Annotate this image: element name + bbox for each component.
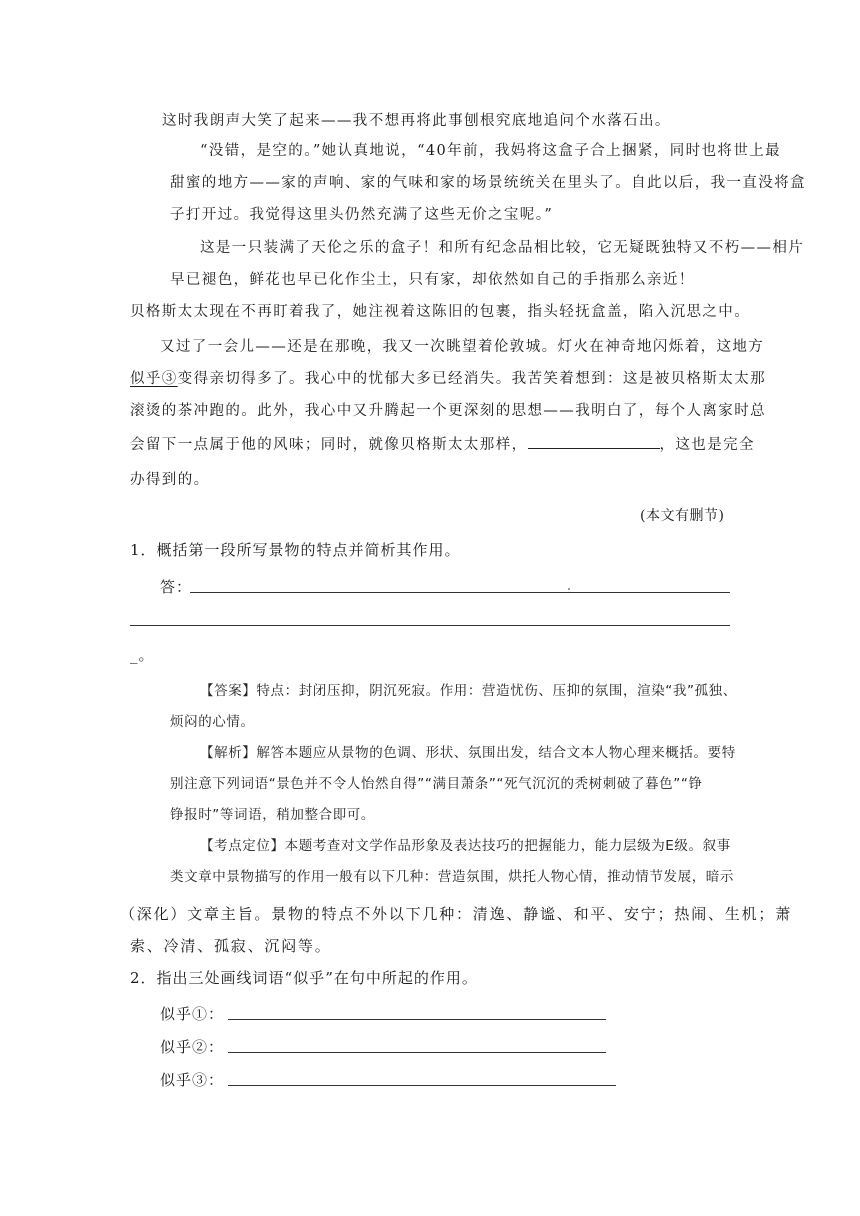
passage-line: 似乎③变得亲切得多了。我心中的忧郁大多已经消失。我苦笑着想到：这是被贝格斯太太那 xyxy=(130,371,766,387)
knowledge-point-text: 【考点定位】本题考查对文学作品形象及表达技巧的把握能力，能力层级为E级。叙事 xyxy=(200,838,731,854)
answer-line[interactable] xyxy=(130,625,730,626)
answer-text: 【答案】特点：封闭压抑，阴沉死寂。作用：营造忧伤、压抑的氛围，渲染“我”孤独、 xyxy=(200,683,737,699)
passage-line: 滚烫的茶冲跑的。此外，我心中又升腾起一个更深刻的思想——我明白了，每个人离家时总 xyxy=(130,403,766,419)
passage-line: 子打开过。我觉得这里头仍然充满了这些无价之宝呢。” xyxy=(170,207,554,223)
answer-tail: _。 xyxy=(130,646,155,664)
passage-line: 这时我朗声大笑了起来——我不想再将此事刨根究底地追问个水落石出。 xyxy=(162,113,671,129)
passage-line: 又过了一会儿——还是在那晚，我又一次眺望着伦敦城。灯火在神奇地闪烁着，这地方 xyxy=(160,339,765,355)
answer-line-1[interactable] xyxy=(228,1019,606,1020)
passage-line: 办得到的。 xyxy=(130,472,210,488)
passage-line: 会留下一点属于他的风味；同时，就像贝格斯太太那样， ，这也是完全 xyxy=(130,434,755,455)
analysis-text: 铮报时”等词语，稍加整合即可。 xyxy=(170,807,375,823)
knowledge-point-text: 索、冷清、孤寂、沉闷等。 xyxy=(130,937,332,955)
passage-line: 早已褪色，鲜花也早已化作尘土，只有家，却依然如自己的手指那么亲近！ xyxy=(170,272,695,288)
answer-text: 烦闷的心情。 xyxy=(170,714,255,730)
knowledge-point-text: （深化）文章主旨。景物的特点不外以下几种：清逸、静谧、和平、安宁；热闹、生机；萧 xyxy=(120,905,793,923)
passage-line: 这是一只装满了天伦之乐的盒子！和所有纪念品相比较，它无疑既独特又不朽——相片 xyxy=(200,240,805,256)
passage-line: 甜蜜的地方——家的声响、家的气味和家的场景统统关在里头了。自此以后，我一直没将盒 xyxy=(170,175,806,191)
blank-label-3: 似乎③： xyxy=(160,1071,225,1089)
analysis-text: 【解析】解答本题应从景物的色调、形状、氛围出发，结合文本人物心理来概括。要特 xyxy=(200,745,736,761)
source-note: (本文有删节) xyxy=(640,508,725,524)
knowledge-point-text: 类文章中景物描写的作用一般有以下几种：营造氛围，烘托人物心情，推动情节发展，暗示 xyxy=(170,869,734,885)
analysis-text: 别注意下列词语“景色并不令人怡然自得”“满目萧条”“死气沉沉的秃树刺破了暮色”“铮 xyxy=(170,776,703,792)
passage-line: 贝格斯太太现在不再盯着我了，她注视着这陈旧的包裹，指头轻抚盒盖，陷入沉思之中。 xyxy=(130,304,751,320)
blank-label-1: 似乎①： xyxy=(160,1005,225,1023)
answer-label: 答： xyxy=(160,578,193,596)
question-1: 1．概括第一段所写景物的特点并简析其作用。 xyxy=(130,541,461,559)
stray-dot xyxy=(568,588,570,590)
answer-line[interactable] xyxy=(190,592,730,593)
answer-line-2[interactable] xyxy=(228,1052,606,1053)
underlined-word: 似乎③ xyxy=(130,371,178,387)
fill-in-blank[interactable] xyxy=(528,434,660,449)
passage-line: “没错，是空的。”她认真地说，“40年前，我妈将这盒子合上捆紧，同时也将世上最 xyxy=(200,143,782,159)
blank-label-2: 似乎②： xyxy=(160,1038,225,1056)
answer-line-3[interactable] xyxy=(228,1085,616,1086)
question-2: 2．指出三处画线词语“似乎”在句中所起的作用。 xyxy=(130,969,478,987)
